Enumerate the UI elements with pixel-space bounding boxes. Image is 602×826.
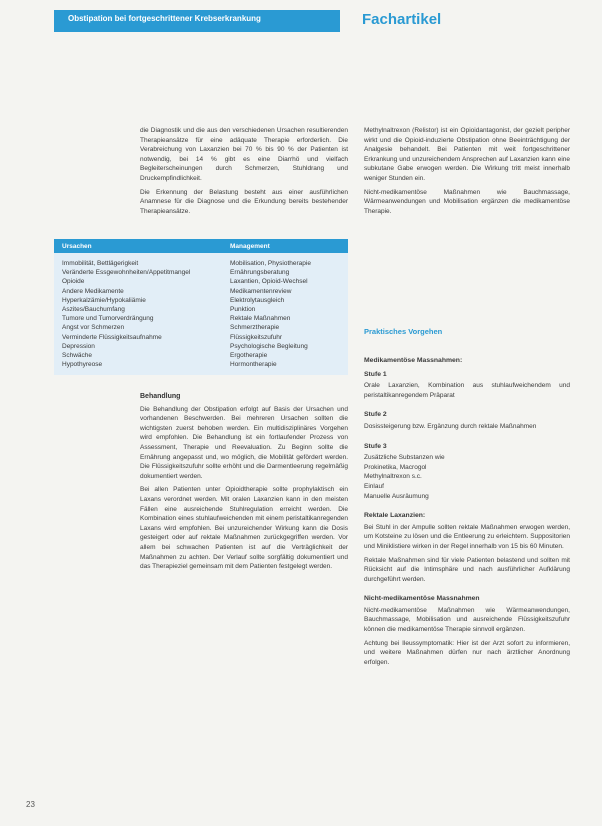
paragraph: Rektale Maßnahmen sind für viele Patienten belastend und sollten mit Rücksicht auf die Intimsphäre und nach ausführlicher Aufklärung durchgeführt werden. xyxy=(364,556,570,583)
management-item: Psychologische Begleitung xyxy=(230,342,308,350)
paragraph: Achtung bei Ileussymptomatik: Hier ist der Arzt sofort zu informieren, und weitere Maßnahmen dürfen nur nach ärztlicher Anordnung erfolgen. xyxy=(364,639,570,666)
management-item: Flüssigkeitszufuhr xyxy=(230,333,283,341)
management-item: Schmerztherapie xyxy=(230,324,280,332)
cause-item: Immobilität, Bettlägerigkeit xyxy=(62,260,139,267)
cause-item: Hypothyreose xyxy=(62,361,103,369)
paragraph: Dosissteigerung bzw. Ergänzung durch rektale Maßnahmen xyxy=(364,422,537,430)
cause-item: Angst vor Schmerzen xyxy=(62,324,125,332)
paragraph: Nicht-medikamentöse Maßnahmen wie Wärmeanwendungen, Bauchmassage, Mobilisation und ausreichende Flüssigkeitszufuhr können die medikamentöse Therapie sinnvoll ergänzen. xyxy=(364,606,570,634)
management-item: Rektale Maßnahmen xyxy=(230,315,291,323)
cause-item: Andere Medikamente xyxy=(62,287,124,295)
left-intro-column xyxy=(140,126,348,220)
right-intro-column xyxy=(364,126,570,220)
page-number: 23 xyxy=(26,800,35,809)
header-management: Management xyxy=(230,242,270,250)
subheading: Stufe 3 xyxy=(364,442,387,450)
subheading: Stufe 2 xyxy=(364,411,387,419)
list-item: Einlauf xyxy=(364,482,384,490)
management-column xyxy=(222,259,348,369)
list-item: Zusätzliche Substanzen wie xyxy=(364,454,445,462)
cause-item: Tumore und Tumorverdrängung xyxy=(62,315,154,323)
paragraph: Die Behandlung der Obstipation erfolgt auf Basis der Ursachen und vorhandenen Beschwerden. Bei mehreren Ursachen sollten die wichtigsten zuerst behoben werden. Ein multidisziplinäres Vorgehen wird empfohlen. Die Behandlung ist ein fortlaufender Prozess von Assessment, Therapie und Reevaluation. Zu Beginn sollte die Ernährung angepasst und, wo möglich, die Mobilität gefördert werden. Die Flüssigkeitszufuhr sollte erhöht und die Darmentleerung regelmäßig dokumentiert werden. xyxy=(140,405,348,480)
paragraph: Methylnaltrexon (Relistor) ist ein Opioidantagonist, der gezielt peripher wirkt und die Opioid-induzierte Obstipation ohne Beeinträchtigung der Analgesie behandelt. Bei Patienten mit weit fortgeschrittener Erkrankung und unzureichendem Ansprechen auf Laxanzien kann eine subkutane Gabe erwogen werden. Die Wirkung tritt meist innerhalb weniger Stunden ein. xyxy=(364,127,570,182)
management-item: Ernährungsberatung xyxy=(230,269,290,277)
management-item: Laxantien, Opioid-Wechsel xyxy=(230,278,308,286)
paragraph: Orale Laxanzien, Kombination aus stuhlaufweichendem und peristaltikanregendem Präparat xyxy=(364,382,570,399)
paragraph: die Diagnostik und die aus den verschiedenen Ursachen resultierenden Therapieansätze für eine adäquate Therapie erforderlich. Die Verabreichung von Laxanzien bei 70 % bis 90 % der Patienten ist notwendig, bei 14 % gibt es eine Diarrhö und vielfach Begleiterscheinungen durch Schmerzen, Stuhldrang und Druckempfindlichkeit. xyxy=(140,127,348,182)
causes-column xyxy=(54,259,222,369)
paragraph: Nicht-medikamentöse Maßnahmen wie Bauchmassage, Wärmeanwendungen und Mobilisation ergänzen die medikamentöse Therapie. xyxy=(364,188,570,215)
management-item: Elektrolytausgleich xyxy=(230,296,285,304)
paragraph: Die Erkennung der Belastung besteht aus einer ausführlichen Anamnese für die Diagnose und die Erkundung bereits bestehender Therapieansätze. xyxy=(140,188,348,215)
section-heading: Behandlung xyxy=(140,393,181,400)
section-heading: Praktisches Vorgehen xyxy=(364,327,443,336)
management-item: Mobilisation, Physiotherapie xyxy=(230,260,311,267)
list-item: Manuelle Ausräumung xyxy=(364,492,429,500)
header-causes: Ursachen xyxy=(62,242,92,250)
management-item: Medikamentenreview xyxy=(230,287,292,295)
cause-item: Opioide xyxy=(62,278,85,286)
running-title: Obstipation bei fortgeschrittener Krebserkrankung xyxy=(68,14,261,23)
management-item: Ergotherapie xyxy=(230,352,268,360)
cause-item: Hyperkalzämie/Hypokaliämie xyxy=(62,296,146,304)
praktisches-vorgehen-section xyxy=(364,352,570,671)
subheading: Rektale Laxanzien: xyxy=(364,512,426,520)
paragraph: Bei allen Patienten unter Opioidtherapie sollte prophylaktisch ein Laxans verordnet werden. Mit oralen Laxanzien kann in den meisten Fällen eine ausreichende Stuhlregulation erreicht werden. Die Kombination eines stuhlaufweichenden mit einem peristaltikanregenden Laxans wird empfohlen. Bei unzureichender Wirkung kann die Dosis gesteigert oder auf rektale Maßnahmen zurückgegriffen werden. Vor allem bei schwachen Patienten ist auf die Verträglichkeit der Maßnahmen zu achten. Der Verlauf sollte sorgfältig dokumentiert und das Therapieziel gemeinsam mit dem Patienten festgelegt werden. xyxy=(140,486,348,571)
cause-item: Verminderte Flüssigkeitsaufnahme xyxy=(62,333,162,341)
list-item: Methylnaltrexon s.c. xyxy=(364,473,422,481)
table-body xyxy=(54,253,348,375)
management-item: Punktion xyxy=(230,306,256,314)
subheading: Stufe 1 xyxy=(364,370,387,378)
subheading: Nicht-medikamentöse Massnahmen xyxy=(364,595,480,603)
cause-item: Schwäche xyxy=(62,352,92,360)
subheading: Medikamentöse Massnahmen: xyxy=(364,357,463,364)
causes-management-table xyxy=(54,239,348,375)
paragraph: Bei Stuhl in der Ampulle sollten rektale Maßnahmen erwogen werden, um Kotsteine zu lösen und die Entleerung zu erleichtern. Suppositorien und Miniklistiere wirken in der Regel innerhalb von 15 bis 60 Minuten. xyxy=(364,523,570,550)
cause-item: Veränderte Essgewohnheiten/Appetitmangel xyxy=(62,269,191,277)
cause-item: Depression xyxy=(62,342,95,350)
management-item: Hormontherapie xyxy=(230,361,277,369)
list-item: Prokinetika, Macrogol xyxy=(364,463,427,471)
section-label: Fachartikel xyxy=(362,11,442,28)
behandlung-section xyxy=(140,392,348,576)
cause-item: Aszites/Bauchumfang xyxy=(62,306,125,314)
table-header xyxy=(54,239,348,253)
